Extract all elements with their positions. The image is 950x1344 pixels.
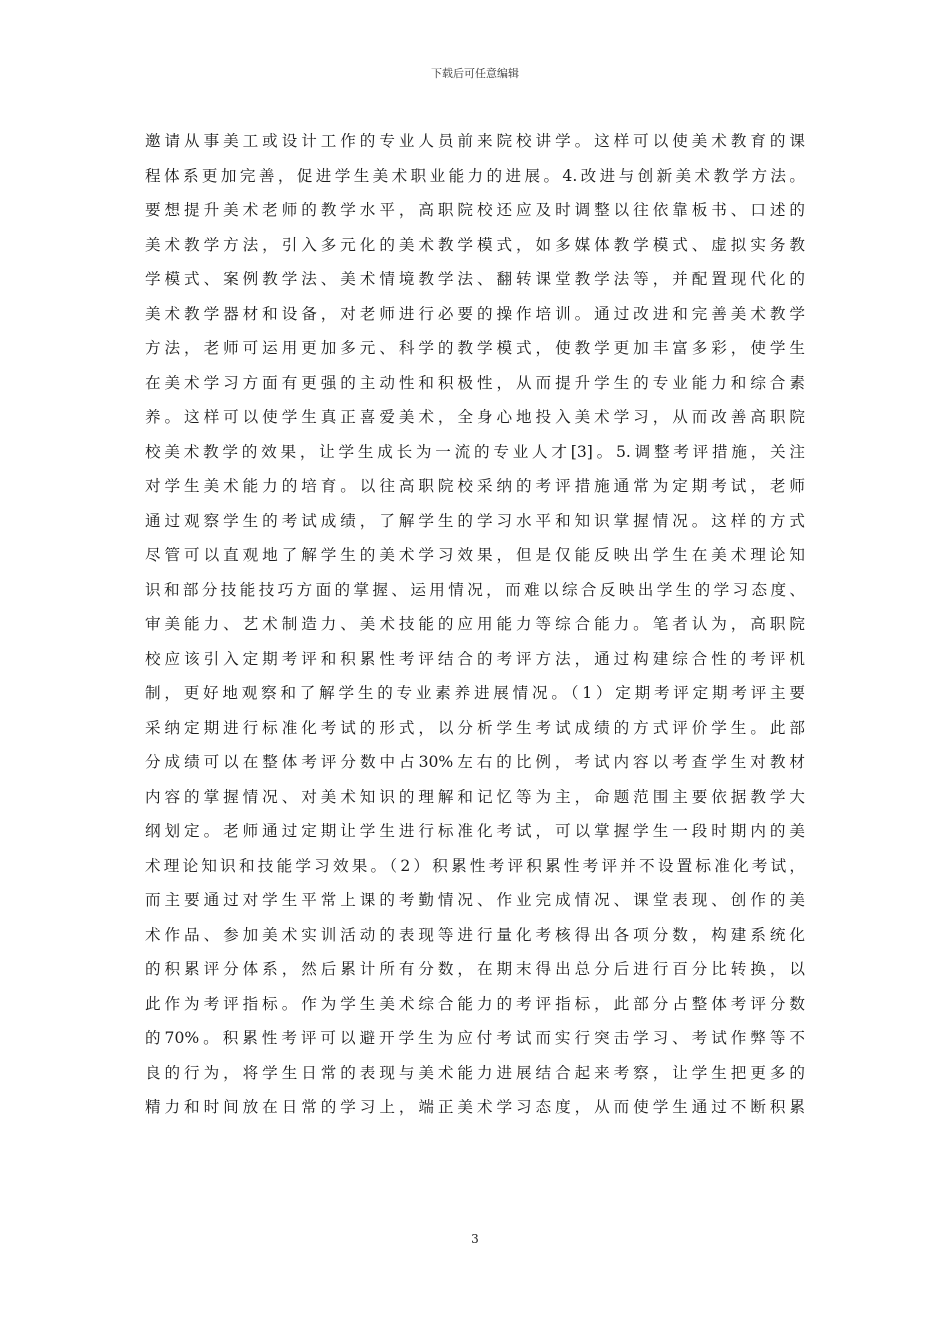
- text-line: 尽管可以直观地了解学生的美术学习效果，但是仅能反映出学生在美术理论知: [145, 546, 805, 564]
- text-line: 邀请从事美工或设计工作的专业人员前来院校讲学。这样可以使美术教育的课: [145, 132, 805, 150]
- text-line: 美术教学器材和设备，对老师进行必要的操作培训。通过改进和完善美术教学: [145, 304, 805, 323]
- text-line: 学模式、案例教学法、美术情境教学法、翻转课堂教学法等，并配置现代化的: [145, 270, 805, 288]
- text-line: 良的行为，将学生日常的表现与美术能力进展结合起来考察，让学生把更多的: [145, 1063, 805, 1082]
- text-line: 校美术教学的效果，让学生成长为一流的专业人才[3]。5.调整考评措施，关注: [145, 442, 805, 461]
- text-line: 制，更好地观察和了解学生的专业素养进展情况。（1）定期考评定期考评主要: [145, 684, 805, 702]
- text-line: 的积累评分体系，然后累计所有分数，在期末得出总分后进行百分比转换，以: [145, 960, 805, 978]
- text-line: 美术教学方法，引入多元化的美术教学模式，如多媒体教学模式、虚拟实务教: [145, 235, 805, 254]
- page-header: 下载后可任意编辑: [431, 67, 519, 80]
- text-line: 程体系更加完善，促进学生美术职业能力的进展。4.改进与创新美术教学方法。: [145, 166, 805, 185]
- text-line: 要想提升美术老师的教学水平，高职院校还应及时调整以往依靠板书、口述的: [145, 201, 805, 219]
- text-line: 此作为考评指标。作为学生美术综合能力的考评指标，此部分占整体考评分数: [145, 994, 805, 1013]
- text-line: 内容的掌握情况、对美术知识的理解和记忆等为主，命题范围主要依据教学大: [145, 787, 805, 806]
- text-line: 方法，老师可运用更加多元、科学的教学模式，使教学更加丰富多彩，使学生: [145, 339, 805, 357]
- text-line: 采纳定期进行标准化考试的形式，以分析学生考试成绩的方式评价学生。此部: [145, 718, 805, 737]
- text-line: 而主要通过对学生平常上课的考勤情况、作业完成情况、课堂表现、创作的美: [145, 891, 805, 909]
- text-line: 纲划定。老师通过定期让学生进行标准化考试，可以掌握学生一段时期内的美: [145, 822, 805, 840]
- text-line: 校应该引入定期考评和积累性考评结合的考评方法，通过构建综合性的考评机: [145, 649, 805, 668]
- text-line: 精力和时间放在日常的学习上，端正美术学习态度，从而使学生通过不断积累: [145, 1098, 805, 1116]
- text-line: 术理论知识和技能学习效果。（2）积累性考评积累性考评并不设置标准化考试，: [145, 856, 805, 875]
- body-text: [145, 124, 805, 1125]
- text-line: 通过观察学生的考试成绩，了解学生的学习水平和知识掌握情况。这样的方式: [145, 511, 805, 530]
- text-line: 分成绩可以在整体考评分数中占30%左右的比例，考试内容以考查学生对教材: [145, 753, 805, 771]
- text-line: 审美能力、艺术制造力、美术技能的应用能力等综合能力。笔者认为，高职院: [145, 615, 805, 633]
- text-line: 对学生美术能力的培育。以往高职院校采纳的考评措施通常为定期考试，老师: [145, 477, 805, 495]
- text-line: 在美术学习方面有更强的主动性和积极性，从而提升学生的专业能力和综合素: [145, 373, 805, 392]
- text-line: 养。这样可以使学生真正喜爱美术，全身心地投入美术学习，从而改善高职院: [145, 408, 805, 426]
- text-line: 的70%。积累性考评可以避开学生为应付考试而实行突击学习、考试作弊等不: [145, 1029, 805, 1047]
- page-number: 3: [471, 1232, 479, 1246]
- text-line: 术作品、参加美术实训活动的表现等进行量化考核得出各项分数，构建系统化: [145, 925, 805, 944]
- text-line: 识和部分技能技巧方面的掌握、运用情况，而难以综合反映出学生的学习态度、: [145, 580, 805, 599]
